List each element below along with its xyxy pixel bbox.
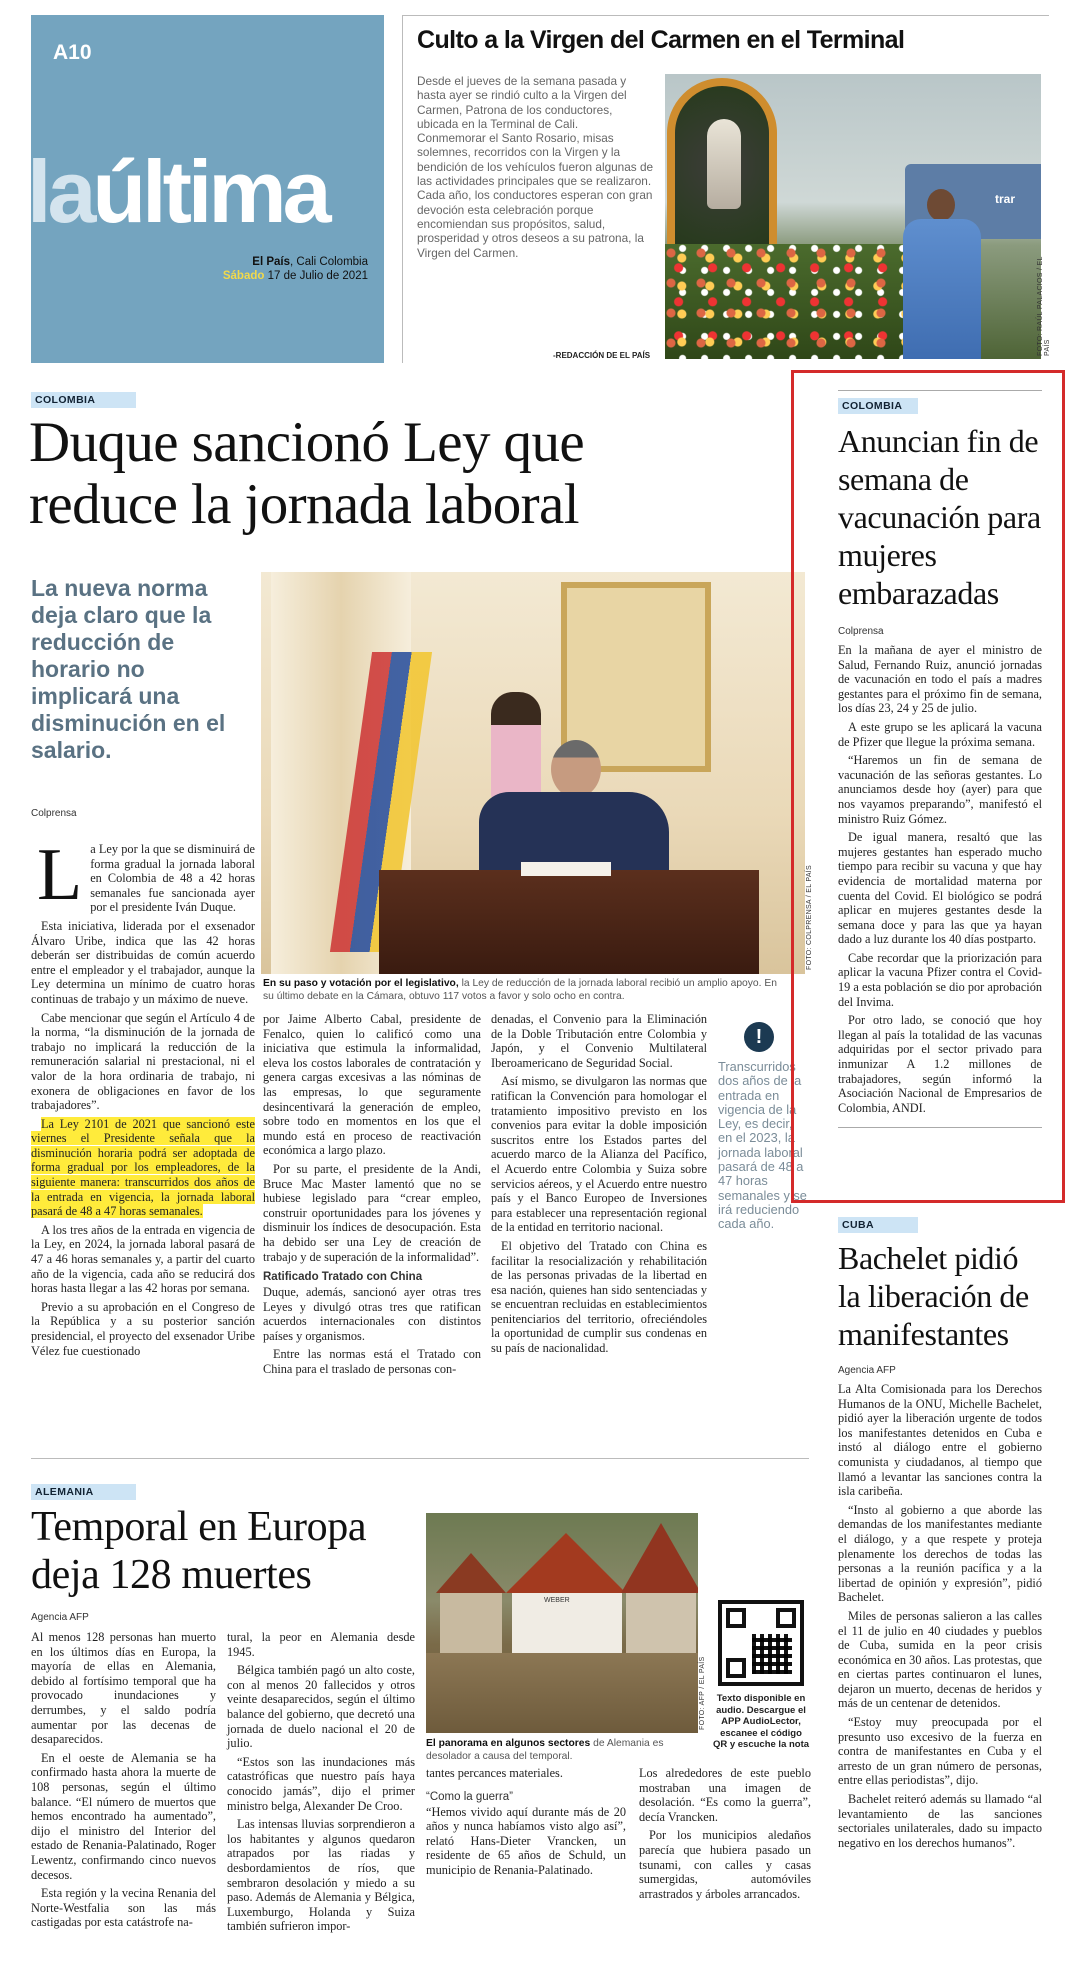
caption-bold: El panorama en algunos sectores: [426, 1738, 591, 1749]
bachelet-story: [838, 1213, 1042, 1854]
flood-photo-credit: FOTO: AFP / EL PAÍS: [699, 1656, 706, 1730]
bus-sign: trar: [995, 192, 1016, 206]
top-story: [402, 15, 1049, 363]
europe-headline: [31, 1503, 366, 1599]
europe-headline-line-1: Temporal en Europa: [31, 1504, 367, 1550]
vaccination-story: [838, 390, 1042, 1128]
headline-line-1: Duque sancionó Ley que: [29, 411, 585, 474]
section-title: [27, 142, 328, 241]
caption-bold: En su paso y votación por el legislativo,: [263, 978, 459, 989]
body-paragraph: De igual manera, resaltó que las mujeres gestantes han esperado mucho tiempo para recibir su vacuna y que hay evidencia de mortalidad materna por cuenta del Covid. El biológico se podrá aplicar en mujeres gestantes desde la semana doce y para las que ya hayan dado a luz durante los 40 días postparto.: [838, 830, 1042, 947]
body-paragraph: “Insto al gobierno a que aborde las demandas de los manifestantes mediante el diálogo, y a que respete y proteja plenamente los derechos de todas las personas a la reunión pacífica y a la libertad de opinión y expresión”, pidió Bachelet.: [838, 1502, 1042, 1605]
body-paragraph: “Haremos un fin de semana de vacunación de las señoras gestantes. Lo anunciamos desde hoy (ayer) para que nos vayamos preparando”, manifestó el ministro Ruiz Gómez.: [838, 753, 1042, 826]
virgin-shrine-photo: [665, 74, 1041, 359]
top-story-title: Culto a la Virgen del Carmen en el Terminal: [417, 26, 905, 54]
duque-signing-photo: [261, 572, 805, 974]
highlighted-paragraph: [31, 1117, 255, 1219]
europe-col2: [227, 1630, 415, 1938]
vaccination-headline: Anuncian fin de semana de vacunación para mujeres embarazadas: [838, 423, 1041, 611]
main-story-deck: La nueva norma deja claro que la reducción de horario no implicará una disminución en el salario.: [31, 575, 226, 763]
top-story-paragraph: Cada año, los conductores esperan con gran devoción esta celebración porque encomiendan sus propósitos, salud, prosperidad y otros deseos a su patrona, la Virgen del Carmen.: [417, 188, 653, 260]
masthead-dateline: [223, 255, 368, 283]
priest-robe: [903, 219, 981, 359]
section-divider: [31, 1458, 809, 1459]
top-story-body: [417, 74, 655, 260]
flood-water: [426, 1653, 698, 1733]
caption-rest: de Alemania es desolador a causa del temporal.: [426, 1738, 664, 1762]
highlight-text: La Ley 2101 de 2021 que sancionó este viernes el Presidente señala que la disminución horaria podrá ser adoptada de forma gradual por los empleadores, de la siguiente manera: transcurridos dos años de la entrada en vigencia, la jornada laboral pasará de 48 a 47 horas semanales.: [31, 1116, 255, 1219]
body-paragraph: A los tres años de la entrada en vigencia de la Ley, en 2024, la jornada laboral pasará de 47 a 46 horas semanales y, a partir del cuarto año de la vigencia, cada año se reducirá dos horas hasta llegar a las 42 horas por semana.: [31, 1222, 255, 1296]
top-story-signature: -REDACCIÓN DE EL PAÍS: [553, 351, 651, 360]
body-paragraph: Bélgica también pagó un alto coste, con al menos 20 fallecidos y otros veinte desaparecidos, según el último balance del gobierno, que decretó una jornada de duelo nacional el 20 de julio.: [227, 1663, 415, 1751]
priest-head: [927, 189, 955, 221]
top-story-paragraph: Conmemorar el Santo Rosario, misas solemnes, recorridos con la Virgen y la bendición de los vehículos fueron algunas de las actividades principales que se realizaron.: [417, 131, 654, 189]
masthead-block: [27, 15, 384, 363]
europe-col4: [639, 1766, 811, 1905]
body-paragraph: Miles de personas salieron a las calles el 11 de julio en 40 ciudades y pueblos de Cuba, sumida en la peor crisis económica en 30 años. Las protestas, que en ciertas partes continuaron el lunes, dejaron un muerto, decenas de heridos y más de un centenar de detenidos.: [838, 1608, 1042, 1711]
flowers: [665, 244, 905, 359]
body-paragraph: El objetivo del Tratado con China es facilitar la resocialización y rehabilitación de las personas privadas de la libertad en esa nación, quienes han sido sentenciadas y se encuentran recluidas en establecimientos penitenciarios del territorio, ofreciéndoles la oportunidad de cumplir sus condenas en su país de nacionalidad.: [491, 1238, 707, 1356]
body-paragraph: En la mañana de ayer el ministro de Salud, Fernando Ruiz, anunció jornadas de vacunación en todo el país a madres gestantes para el próximo fin de semana, los días 23, 24 y 25 de julio.: [838, 643, 1042, 716]
house-wall-1: [440, 1593, 502, 1653]
city-name: , Cali Colombia: [290, 256, 368, 268]
body-paragraph: Cabe mencionar que según el Artículo 4 de la norma, “la disminución de la jornada de trabajo no implicará la reducción de la remuneración salarial ni prestacional, ni el valor de la hora ordinaria de trabajo, ni exonera de obligaciones en favor de los trabajadores”.: [31, 1010, 255, 1113]
subhead: “Como la guerra”: [426, 1790, 513, 1803]
desk: [379, 870, 759, 974]
pullquote-text: Transcurridos dos años de la entrada en vigencia de la Ley, es decir, en el 2023, la jornada laboral pasará de 48 a 47 horas semanales y se irá reduciendo cada año.: [718, 1059, 807, 1232]
europe-col3: [426, 1766, 626, 1882]
main-photo-caption: [263, 977, 783, 1003]
body-paragraph: Por otro lado, se conoció que hoy llegan al país la totalidad de las vacunas adquiridas por el sector privado para inmunizar A 1.2 millones de trabajadores, según informó la Asociación Nacional de Empresarios de Colombia, ANDI.: [838, 1013, 1042, 1115]
main-story-headline: [29, 412, 584, 536]
section-title-prefix: la: [27, 142, 93, 241]
flood-photo-caption: [426, 1737, 698, 1763]
main-body-col3: [491, 1012, 707, 1360]
body-paragraph: La Alta Comisionada para los Derechos Humanos de la ONU, Michelle Bachelet, pidió ayer la liberación urgente de todos los manifestantes detenidos en Cuba e instó al diálogo entre el gobierno comunista y ciudadanos, al tiempo que llamó a levantar las sanciones contra la isla caribeña.: [838, 1382, 1042, 1499]
body-paragraph: “Hemos vivido aquí durante más de 20 años y nunca habíamos visto algo así”, relató Hans-Dieter Vrancken, un residente de 65 años de Schuld, un municipio de Renania-Palatinado.: [426, 1804, 626, 1877]
body-paragraph: Por su parte, el presidente de la Andi, Bruce Mac Master lamentó que no se hubiese legislado para “crear empleo, construir oportunidades para los jóvenes y disminuir los índices de desocupación. Esta ha debido ser una Ley de creación de trabajo y de superación de la informalidad”.: [263, 1161, 481, 1264]
body-paragraph: Esta iniciativa, liderada por el exsenador Álvaro Uribe, indica que las 42 horas deberán ser distribuidas de común acuerdo entre el empleador y el trabajador, aunque la Ley determina un mínimo de cuatro horas continuas de trabajo y un máximo de nueve.: [31, 918, 255, 1006]
body-paragraph: Bachelet reiteró además su llamado “al levantamiento de las sanciones sectoriales unilaterales, dado su impacto negativo en los derechos humanos”.: [838, 1792, 1042, 1850]
body-paragraph: Al menos 128 personas han muerto en los últimos días en Europa, la mayoría de ellas en Alemania, debido al fortísimo temporal que ha provocado inundaciones y derrumbes, y el saldo podría aumentar por las decenas de desaparecidos.: [31, 1630, 216, 1747]
qr-code-icon[interactable]: [718, 1600, 804, 1686]
flood-photo: [426, 1513, 698, 1733]
europe-byline: Agencia AFP: [31, 1612, 89, 1623]
body-paragraph: “Estos son las inundaciones más catastróficas que nuestro país haya conocido jamás”, dijo el primer ministro belga, Alexander De Croo.: [227, 1754, 415, 1813]
body-paragraph: denadas, el Convenio para la Eliminación de la Doble Tributación entre Colombia y Japón, y el Convenio Multilateral Iberoamericano de Seguridad Social.: [491, 1012, 707, 1070]
house-sign: WEBER: [544, 1597, 570, 1604]
house-roof-3: [621, 1523, 698, 1593]
body-paragraph: Los alrededores de este pueblo mostraban una imagen de desolación. “Es como la guerra”, decía Vrancken.: [639, 1766, 811, 1824]
lead-paragraph: [31, 834, 255, 916]
bachelet-headline: Bachelet pidió la liberación de manifestantes: [838, 1240, 1029, 1352]
vaccination-tag: COLOMBIA: [838, 398, 918, 414]
main-story-byline: Colprensa: [31, 808, 77, 819]
page-number: A10: [53, 41, 92, 64]
subhead: Ratificado Tratado con China: [263, 1271, 423, 1284]
house-roof-2: [506, 1533, 626, 1593]
caption-rest: la Ley de reducción de la jornada laboral recibió un amplio apoyo. En su último debate en la Cámara, obtuvo 117 votos a favor y solo ocho en contra.: [263, 978, 777, 1002]
europe-tag: ALEMANIA: [31, 1484, 136, 1500]
body-paragraph: Cabe recordar que la priorización para aplicar la vacuna Pfizer contra el Covid-19 a esta población se dio por aprobación del Invima.: [838, 950, 1042, 1009]
body-paragraph: “Estoy muy preocupada por el presunto uso excesivo de la fuerza en contra de manifestantes en Cuba y el arresto de un gran número de personas, entre ellas periodistas”, dijo.: [838, 1715, 1042, 1788]
bachelet-tag: CUBA: [838, 1217, 918, 1233]
document-paper: [521, 862, 611, 876]
vaccination-byline: Colprensa: [838, 626, 884, 637]
body-paragraph: Las intensas lluvias sorprendieron a los habitantes y algunos quedaron atrapados por las riadas y desbordamientos de ríos, que sembraron desolación y miedo a su paso. Además de Alemania y Bélgica, Luxemburgo, Holanda y Suiza también sufrieron impor-: [227, 1817, 415, 1934]
body-paragraph: Así mismo, se divulgaron las normas que ratifican la Convención para homologar el tratamiento impositivo previsto en los convenios para evitar la doble imposición suscritos entre los Estados partes del acuerdo marco de la Alianza del Pacífico, el Acuerdo entre Colombia y Suiza sobre servicios aéreos, y el Acuerdo entre nuestro país y el Banco Europeo de Inversiones para establecer una representación regional de la entidad en territorio nacional.: [491, 1074, 707, 1235]
body-paragraph: A este grupo se les aplicará la vacuna de Pfizer que llegue la próxima semana.: [838, 719, 1042, 749]
body-paragraph: tural, la peor en Alemania desde 1945.: [227, 1630, 415, 1659]
main-photo-credit: FOTO: COLPRENSA / EL PAÍS: [806, 864, 813, 970]
body-paragraph: tantes percances materiales.: [426, 1766, 563, 1780]
body-paragraph: Duque, además, sancionó ayer otras tres Leyes y divulgó otras tres que ratifican acuerdos internacionales con distintos países y organismos.: [263, 1285, 481, 1343]
headline-line-2: reduce la jornada laboral: [29, 473, 579, 536]
top-story-paragraph: Desde el jueves de la semana pasada y hasta ayer se rindió culto a la Virgen del Carmen, Patrona de los conductores, ubicada en la Terminal de Cali.: [417, 74, 627, 131]
house-roof-1: [436, 1553, 506, 1593]
europe-col1: [31, 1630, 216, 1934]
president-head: [551, 740, 601, 798]
body-paragraph: Por los municipios aledaños parecía que hubiera pasado un tsunami, con calles y casas sumergidas, automóviles arrastrados y árboles arrancados.: [639, 1828, 811, 1901]
body-paragraph: En el oeste de Alemania se ha confirmado hasta ahora la muerte de 108 personas, según el último balance. “El número de muertos que hemos encontrado ha aumentado”, dijo el ministro del Interior del estado de Renania-Palatinado, Roger Lewentz, confirmando cinco nuevos decesos.: [31, 1750, 216, 1882]
bachelet-byline: Agencia AFP: [838, 1365, 896, 1376]
top-photo-credit: FOTO: RAÚL PALACIOS / EL PAÍS: [1037, 256, 1051, 356]
day-name: Sábado: [222, 270, 265, 282]
body-paragraph: Esta región y la vecina Renania del Norte-Westfalia son las más castigadas por esta catástrofe na-: [31, 1886, 216, 1930]
date-text: 17 de Julio de 2021: [264, 270, 368, 282]
lead-text: a Ley por la que se disminuirá de forma gradual la jornada laboral en Colombia de 48 a 42 horas semanales fue sancionada ayer por el presidente Iván Duque.: [90, 842, 255, 915]
qr-caption: Texto disponible en audio. Descargue el APP AudioLector, escanee el código QR y escuche la nota: [712, 1693, 810, 1750]
body-paragraph: Entre las normas está el Tratado con China para el traslado de personas con-: [263, 1347, 481, 1377]
europe-headline-line-2: deja 128 muertes: [31, 1552, 312, 1598]
main-body-col2: [263, 1012, 481, 1381]
girl-child: [491, 692, 541, 802]
drop-cap: L: [37, 834, 83, 916]
paper-name: El País: [252, 256, 291, 268]
main-body-col1: [31, 834, 255, 1362]
section-title-word: última: [92, 142, 328, 241]
body-paragraph: Previo a su aprobación en el Congreso de la República y a su posterior sanción presidencial, el proyecto del exsenador Uribe Vélez fue cuestionado: [31, 1299, 255, 1358]
main-story-tag: COLOMBIA: [31, 392, 136, 408]
body-paragraph: por Jaime Alberto Cabal, presidente de Fenalco, quien lo calificó como una iniciativa que estimula la informalidad, eleva los costos laborales de contratación y genera cargas excesivas a las nóminas de las empresas, lo que seguramente desincentivará la generación de empleo, sobre todo en momentos en los que el mundo está en proceso de reactivación económica a largo plazo.: [263, 1012, 481, 1158]
exclamation-icon: !: [744, 1022, 774, 1052]
virgin-statue: [707, 119, 741, 209]
